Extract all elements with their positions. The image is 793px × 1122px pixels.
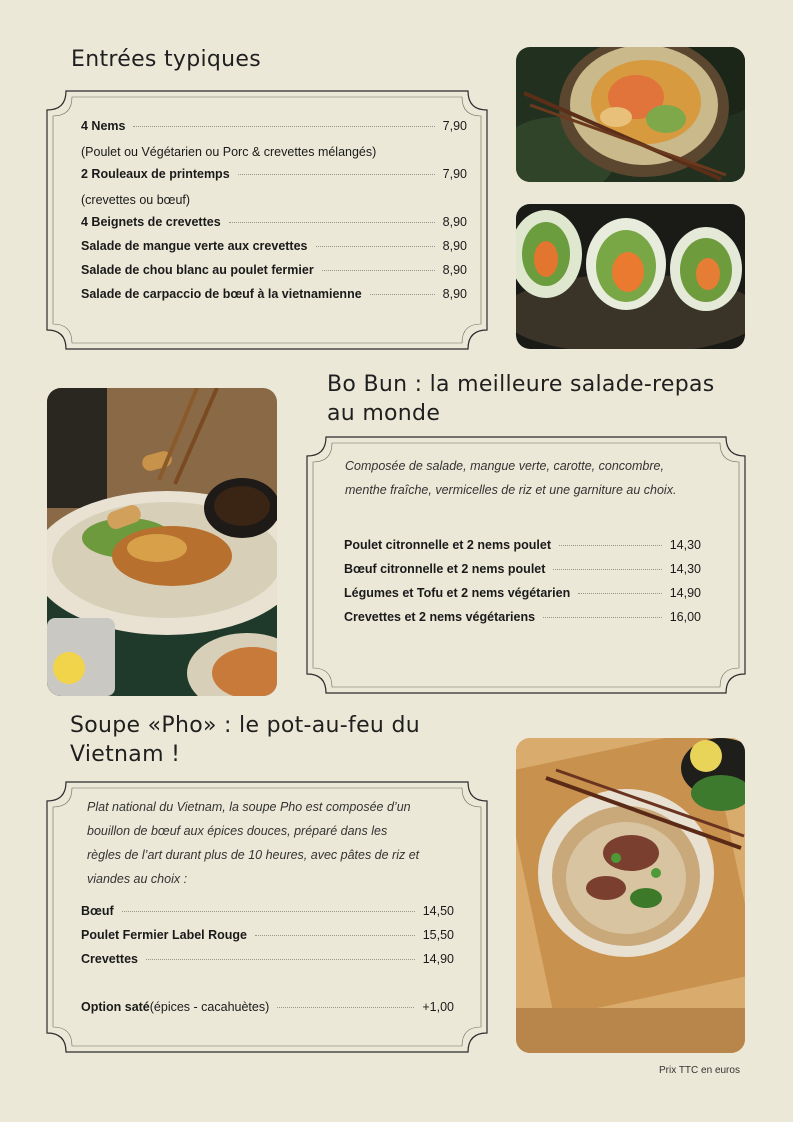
menu-item bbox=[344, 562, 701, 580]
leader-dots bbox=[146, 959, 415, 960]
item-price: 8,90 bbox=[442, 263, 467, 277]
item-name: Salade de chou blanc au poulet fermier bbox=[81, 263, 314, 277]
item-name: Poulet citronnelle et 2 nems poulet bbox=[344, 538, 551, 552]
leader-dots bbox=[370, 294, 435, 295]
leader-dots bbox=[255, 935, 415, 936]
item-name: 4 Nems bbox=[81, 119, 126, 133]
item-price: 14,50 bbox=[422, 904, 454, 918]
item-price: 14,30 bbox=[669, 538, 701, 552]
bobun-description bbox=[345, 454, 676, 502]
item-name: Bœuf citronnelle et 2 nems poulet bbox=[344, 562, 546, 576]
item-name: Crevettes et 2 nems végétariens bbox=[344, 610, 536, 624]
desc-line: menthe fraîche, vermicelles de riz et une garniture au choix. bbox=[345, 483, 677, 497]
item-name: Crevettes bbox=[81, 952, 138, 966]
item-price: 8,90 bbox=[442, 215, 467, 229]
leader-dots bbox=[122, 911, 415, 912]
menu-item bbox=[81, 167, 467, 185]
option-name: Option saté bbox=[81, 1000, 150, 1014]
desc-line: Composée de salade, mangue verte, carotte, concombre, bbox=[345, 459, 664, 473]
item-name: Poulet Fermier Label Rouge bbox=[81, 928, 248, 942]
item-name: Légumes et Tofu et 2 nems végétarien bbox=[344, 586, 571, 600]
leader-dots bbox=[553, 569, 661, 570]
item-price: 7,90 bbox=[442, 167, 467, 181]
menu-item bbox=[344, 610, 701, 628]
desc-line: règles de l’art durant plus de 10 heures, avec pâtes de riz et bbox=[87, 848, 420, 862]
item-price: 7,90 bbox=[442, 119, 467, 133]
leader-dots bbox=[229, 222, 435, 223]
leader-dots bbox=[543, 617, 662, 618]
item-name: 2 Rouleaux de printemps bbox=[81, 167, 230, 181]
item-name: Bœuf bbox=[81, 904, 114, 918]
menu-item bbox=[344, 586, 701, 604]
option-item bbox=[81, 1000, 454, 1018]
leader-dots bbox=[322, 270, 435, 271]
bobun-photo bbox=[47, 388, 277, 696]
menu-item bbox=[81, 904, 454, 922]
entrees-title: Entrées typiques bbox=[71, 47, 261, 72]
leader-dots bbox=[277, 1007, 414, 1008]
price-footnote: Prix TTC en euros bbox=[659, 1065, 740, 1076]
pho-title bbox=[70, 711, 420, 769]
leader-dots bbox=[133, 126, 434, 127]
option-detail: (épices - cacahuètes) bbox=[149, 1000, 270, 1014]
menu-item bbox=[81, 287, 467, 305]
item-price: 15,50 bbox=[422, 928, 454, 942]
item-price: 16,00 bbox=[669, 610, 701, 624]
item-note: (crevettes ou bœuf) bbox=[81, 193, 191, 207]
leader-dots bbox=[578, 593, 661, 594]
title-line: Bo Bun : la meilleure salade-repas bbox=[327, 372, 715, 397]
item-name: Salade de mangue verte aux crevettes bbox=[81, 239, 308, 253]
item-price: 14,90 bbox=[422, 952, 454, 966]
item-name: Salade de carpaccio de bœuf à la vietnamienne bbox=[81, 287, 362, 301]
item-note: (Poulet ou Végétarien ou Porc & crevettes mélangés) bbox=[81, 145, 377, 159]
menu-item bbox=[81, 119, 467, 137]
bobun-title bbox=[327, 370, 715, 428]
menu-item bbox=[344, 538, 701, 556]
item-name: 4 Beignets de crevettes bbox=[81, 215, 221, 229]
spring-rolls-photo bbox=[516, 204, 745, 349]
leader-dots bbox=[559, 545, 662, 546]
item-price: 14,90 bbox=[669, 586, 701, 600]
item-price: 14,30 bbox=[669, 562, 701, 576]
pho-photo bbox=[516, 738, 745, 1053]
menu-item bbox=[81, 263, 467, 281]
desc-line: Plat national du Vietnam, la soupe Pho est composée d’un bbox=[87, 800, 411, 814]
option-price: +1,00 bbox=[422, 1000, 454, 1014]
item-price: 8,90 bbox=[442, 287, 467, 301]
item-price: 8,90 bbox=[442, 239, 467, 253]
menu-item bbox=[81, 215, 467, 233]
menu-item bbox=[81, 239, 467, 257]
mango-salad-photo bbox=[516, 47, 745, 182]
desc-line: viandes au choix : bbox=[87, 872, 188, 886]
menu-item bbox=[81, 952, 454, 970]
leader-dots bbox=[316, 246, 435, 247]
desc-line: bouillon de bœuf aux épices douces, préparé dans les bbox=[87, 824, 388, 838]
pho-description bbox=[87, 795, 419, 891]
title-line: au monde bbox=[327, 401, 441, 426]
title-line: Soupe «Pho» : le pot-au-feu du bbox=[70, 713, 420, 738]
leader-dots bbox=[238, 174, 435, 175]
title-line: Vietnam ! bbox=[70, 742, 181, 767]
menu-item bbox=[81, 928, 454, 946]
